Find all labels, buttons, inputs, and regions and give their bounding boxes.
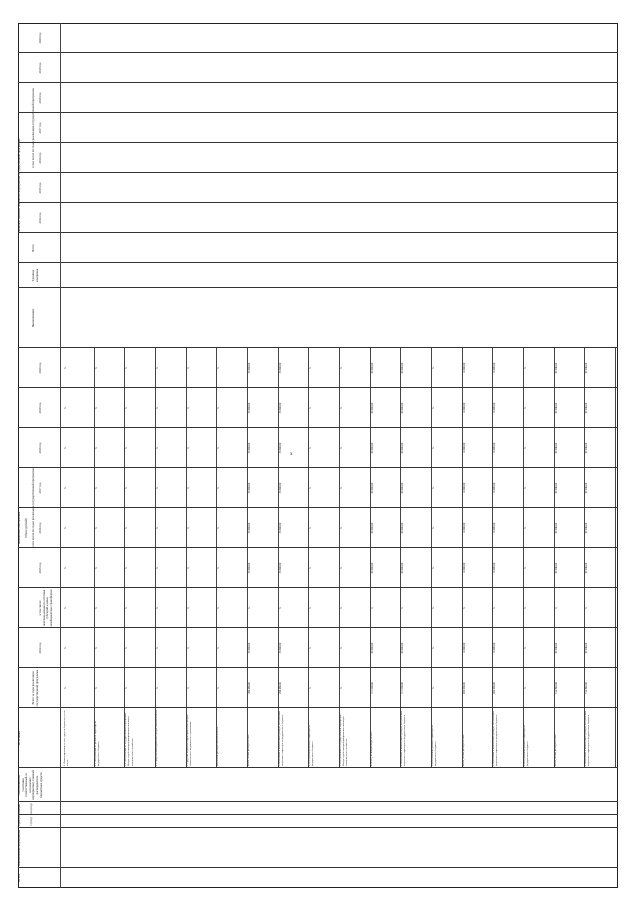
- row-year-value: X: [125, 607, 129, 609]
- row-year-value: 60 000,00: [370, 442, 374, 454]
- col-2018: 2018 год: [38, 442, 42, 454]
- row-year-value: X: [309, 647, 313, 649]
- row-year-value: X: [156, 527, 159, 529]
- row-year-value: X: [340, 407, 343, 409]
- row-total: X: [125, 687, 129, 689]
- row-total: X: [186, 687, 190, 689]
- row-year-value: X: [125, 527, 129, 529]
- row-year-value: X: [432, 607, 435, 609]
- row-year-value: X: [432, 367, 435, 369]
- col-funding-group: Финансовое обеспечение: [17, 511, 21, 545]
- row-year-value: X: [125, 407, 129, 409]
- row-year-value: X: [217, 407, 221, 409]
- row-year-value: X: [309, 367, 313, 369]
- row-source-text: 1. Финансирование за счет средств бюджетов, в том числе:: [63, 710, 70, 766]
- row-source-text: 1.3. средства внебюджетного фонда Омской области: [155, 710, 158, 766]
- col-ind-by-year: в том числе по годам реализации государственной программы: [31, 88, 35, 168]
- col-2014-treasury: в том числе неиспользованного остатков субсидий и иных межбюджетных трансфертов: [38, 589, 53, 627]
- row-total: 514 840,00: [585, 682, 589, 694]
- row-year-value: X: [309, 527, 313, 529]
- row-total: 490 000,00: [462, 682, 466, 694]
- row-year-value: 69 040,00: [554, 362, 558, 374]
- row-year-value: X: [186, 367, 190, 369]
- column-divider: [18, 287, 618, 288]
- row-source-text: Налоговые расходы Омской области: [216, 727, 220, 766]
- row-year-value: 69 040,00: [585, 482, 589, 494]
- row-year-value: 14 000,00: [462, 482, 466, 494]
- row-year-value: 14 000,00: [493, 562, 497, 574]
- row-year-value: 69 040,00: [585, 402, 589, 414]
- row-year-value: X: [186, 527, 190, 529]
- col-total: Всего за годы реализации государственной программы: [31, 669, 39, 707]
- row-source-text: 1.2. поступлений от государственной корпорации - Фонда содействия реформированию жилищно-коммунального хозяйства: [124, 711, 134, 766]
- column-divider: [18, 232, 618, 233]
- row-year-value: 14 000,00: [493, 642, 497, 654]
- header-divider: [60, 23, 61, 888]
- row-year-value: X: [186, 647, 190, 649]
- row-source-text: 2. Средства бюджетов территориальных фондов обязательного медицинского страхования: [185, 714, 192, 766]
- row-year-value: 60 000,00: [401, 402, 405, 414]
- row-year-value: X: [524, 607, 527, 609]
- row-year-value: X: [156, 567, 159, 569]
- row-year-value: 69 040,00: [554, 402, 558, 414]
- row-year-value: X: [340, 367, 343, 369]
- row-year-value: X: [524, 647, 527, 649]
- row-year-value: 14 000,00: [493, 442, 497, 454]
- row-year-value: X: [340, 527, 343, 529]
- row-year-value: X: [524, 527, 527, 529]
- row-divider: [615, 348, 616, 768]
- row-source-text: 1. Налоговых и неналоговых доходов, поступлений нецелевого характера из федерального бюджета: [400, 711, 407, 766]
- col-ind-2017: 2017 год: [38, 122, 42, 134]
- column-divider: [18, 347, 618, 348]
- row-year-value: X: [432, 447, 435, 449]
- row-year-value: X: [156, 487, 159, 489]
- column-divider: [18, 801, 618, 802]
- row-year-value: X: [64, 567, 67, 569]
- row-year-value: X: [432, 567, 435, 569]
- row-year-value: 14 000,00: [493, 482, 497, 494]
- row-year-value: 30 000,00: [248, 402, 251, 414]
- row-year-value: 30 000,00: [278, 562, 282, 574]
- col-2016: 2016 год: [38, 522, 42, 534]
- row-year-value: X: [432, 527, 435, 529]
- row-year-value: X: [156, 447, 159, 449]
- row-year-value: X: [156, 607, 159, 609]
- row-year-value: X: [217, 647, 221, 649]
- row-year-value: X: [94, 647, 98, 649]
- col-ind-2014: 2014 год: [38, 212, 42, 224]
- row-source-text: 2. Поступлений целевого характера из федерального бюджета: [308, 725, 315, 766]
- col-2019: 2019 год: [38, 402, 42, 414]
- row-year-value: 69 040,00: [585, 562, 589, 574]
- row-year-value: 60 000,00: [401, 362, 405, 374]
- row-year-value: X: [401, 607, 405, 609]
- row-source-text: 3. Поступлений от государственной корпорации - Фонда содействия реформированию жилищно-коммунального хозяйства: [339, 713, 349, 766]
- row-year-value: 30 000,00: [248, 482, 251, 494]
- col-ind-2019: 2019 год: [38, 62, 42, 74]
- row-year-value: X: [186, 567, 190, 569]
- row-year-value: X: [125, 647, 129, 649]
- row-year-value: X: [217, 527, 221, 529]
- col-indicator-name: Наименование: [31, 308, 35, 328]
- row-year-value: 30 000,00: [278, 642, 282, 654]
- row-year-value: 14 000,00: [493, 522, 497, 534]
- row-total: X: [64, 687, 67, 689]
- row-year-value: X: [493, 607, 497, 609]
- column-divider: [18, 767, 618, 768]
- row-year-value: X: [186, 407, 190, 409]
- row-year-value: X: [94, 367, 98, 369]
- col-ind-2015: 2015 год: [38, 182, 42, 194]
- col-measure-name: Наименование мероприятия: [17, 829, 21, 867]
- row-year-value: X: [64, 527, 67, 529]
- column-divider: [18, 142, 618, 143]
- row-year-value: 14 000,00: [493, 402, 497, 414]
- col-funding-volume: Объем (рублей): [24, 518, 28, 538]
- row-year-value: 60 000,00: [370, 482, 374, 494]
- row-year-value: 30 000,00: [248, 362, 251, 374]
- row-year-value: 60 000,00: [370, 642, 374, 654]
- row-year-value: 60 000,00: [370, 562, 374, 574]
- col-ind-2016: 2016 год: [38, 152, 42, 164]
- column-divider: [18, 547, 618, 548]
- column-divider: [18, 467, 618, 468]
- row-year-value: X: [94, 607, 98, 609]
- col-2020: 2020 год: [38, 362, 42, 374]
- row-year-value: 14 000,00: [462, 562, 466, 574]
- row-year-value: 30 000,00: [278, 482, 282, 494]
- row-year-value: X: [309, 407, 313, 409]
- column-divider: [18, 82, 618, 83]
- row-total: X: [94, 687, 98, 689]
- row-year-value: X: [64, 407, 67, 409]
- row-total: 266 460,00: [248, 682, 251, 694]
- col-2017: 2017 год: [38, 482, 42, 494]
- row-year-value: X: [278, 607, 282, 609]
- row-total: 490 000,00: [493, 682, 497, 694]
- row-year-value: X: [94, 527, 98, 529]
- row-year-value: 14 000,00: [462, 402, 466, 414]
- row-total: X: [340, 687, 343, 689]
- row-year-value: X: [340, 607, 343, 609]
- row-year-value: 30 000,00: [248, 442, 251, 454]
- row-total: X: [156, 687, 159, 689]
- column-divider: [18, 387, 618, 388]
- row-source-text: Всего, из них расходы за счет:: [553, 733, 557, 766]
- row-year-value: 30 000,00: [278, 402, 282, 414]
- column-divider: [18, 587, 618, 588]
- row-year-value: X: [94, 447, 98, 449]
- row-source-text: 1. Налоговых и неналоговых доходов, поступлений нецелевого характера из федерального бюджета: [492, 711, 499, 766]
- row-source-text: Всего, из них расходы за счет:: [461, 733, 465, 766]
- row-total: X: [217, 687, 221, 689]
- col-ind-total: Всего: [31, 244, 35, 252]
- row-total: X: [432, 687, 435, 689]
- row-year-value: 69 040,00: [554, 522, 558, 534]
- column-divider: [18, 667, 618, 668]
- col-ind-2020: 2020 год: [38, 32, 42, 44]
- row-year-value: 14 000,00: [462, 362, 466, 374]
- column-divider: [18, 427, 618, 428]
- row-year-value: 69 040,00: [554, 562, 558, 574]
- row-year-value: X: [309, 487, 313, 489]
- col-2014: 2014 год: [38, 642, 42, 654]
- row-year-value: 14 000,00: [462, 442, 466, 454]
- row-total: 511 000,00: [370, 682, 374, 694]
- row-source-text: 1. Налоговых и неналоговых доходов, поступлений нецелевого характера из федерального бюджета: [584, 711, 591, 766]
- row-year-value: X: [186, 607, 190, 609]
- column-divider: [18, 707, 618, 708]
- row-year-value: X: [370, 607, 374, 609]
- row-year-value: X: [64, 607, 67, 609]
- row-year-value: X: [340, 647, 343, 649]
- col-source: Источники: [17, 731, 21, 745]
- row-source-text: 4. Всего, из них расходы за счет:: [369, 731, 373, 766]
- row-year-value: X: [217, 367, 221, 369]
- row-year-value: X: [432, 407, 435, 409]
- column-divider: [18, 867, 618, 868]
- row-year-value: X: [248, 607, 251, 609]
- row-year-value: X: [340, 487, 343, 489]
- col-no: № п/п: [17, 874, 21, 882]
- row-total: 514 840,00: [554, 682, 558, 694]
- row-year-value: 30 000,00: [248, 522, 251, 534]
- rotated-table: [18, 23, 618, 888]
- col-period-group: Срок реализации: [17, 804, 21, 826]
- row-year-value: X: [64, 367, 67, 369]
- col-by-year: в том числе по годам реализации государственной программы: [31, 468, 35, 548]
- row-year-value: 60 000,00: [401, 482, 405, 494]
- row-year-value: X: [217, 567, 221, 569]
- row-source-text: 2. Поступлений целевого характера из федерального бюджета: [431, 725, 438, 766]
- row-year-value: X: [94, 567, 98, 569]
- col-period-end: по (год): [29, 803, 33, 814]
- row-year-value: X: [524, 367, 527, 369]
- row-year-value: 30 000,00: [248, 562, 251, 574]
- row-total: 511 000,00: [401, 682, 405, 694]
- row-year-value: X: [64, 487, 67, 489]
- row-year-value: X: [554, 607, 558, 609]
- row-year-value: X: [186, 487, 190, 489]
- row-year-value: 69 040,00: [585, 642, 589, 654]
- row-year-value: X: [156, 407, 159, 409]
- row-year-value: X: [309, 567, 313, 569]
- row-year-value: X: [462, 607, 466, 609]
- row-year-value: X: [340, 447, 343, 449]
- row-year-value: 30 000,00: [278, 522, 282, 534]
- row-year-value: X: [524, 407, 527, 409]
- page-mark: x: [290, 452, 293, 457]
- row-year-value: X: [125, 447, 129, 449]
- row-year-value: X: [217, 447, 221, 449]
- row-year-value: 69 040,00: [554, 642, 558, 654]
- row-year-value: X: [524, 487, 527, 489]
- col-ind-2018: 2018 год: [38, 92, 42, 104]
- column-divider: [18, 202, 618, 203]
- row-year-value: 14 000,00: [462, 642, 466, 654]
- row-year-value: X: [64, 647, 67, 649]
- row-year-value: 14 000,00: [493, 362, 497, 374]
- row-total: 266 460,00: [278, 682, 282, 694]
- row-year-value: X: [156, 647, 159, 649]
- row-year-value: X: [125, 487, 129, 489]
- row-year-value: X: [125, 567, 129, 569]
- column-divider: [18, 827, 618, 828]
- row-year-value: X: [186, 447, 190, 449]
- row-year-value: 30 000,00: [278, 442, 282, 454]
- row-year-value: X: [64, 447, 67, 449]
- row-source-text: Всего, из них расходы за счет:: [247, 733, 250, 766]
- col-period-start: с (год): [29, 817, 33, 826]
- row-total: X: [524, 687, 527, 689]
- row-year-value: X: [524, 447, 527, 449]
- row-source-text: 2. Поступлений целевого характера из федерального бюджета: [523, 725, 530, 766]
- column-divider: [18, 262, 618, 263]
- row-source-text: 1. Налоговых и неналоговых доходов, поступлений нецелевого характера из федерального бюджета: [277, 711, 284, 766]
- row-year-value: 60 000,00: [370, 522, 374, 534]
- row-year-value: X: [156, 367, 159, 369]
- row-year-value: 60 000,00: [370, 362, 374, 374]
- row-year-value: X: [432, 647, 435, 649]
- row-year-value: X: [94, 407, 98, 409]
- row-year-value: X: [340, 567, 343, 569]
- row-year-value: X: [432, 487, 435, 489]
- row-year-value: 69 040,00: [585, 442, 589, 454]
- row-source-text: 1.1. поступлений от целевого характера из федерального бюджета: [93, 720, 100, 766]
- col-2015: 2015 год: [38, 562, 42, 574]
- row-year-value: X: [309, 607, 313, 609]
- row-year-value: 60 000,00: [401, 522, 405, 534]
- row-year-value: X: [309, 447, 313, 449]
- row-year-value: X: [125, 367, 129, 369]
- col-indicators-group: Плановое значение показателя мероприятия государственной программы: [17, 138, 21, 233]
- row-total: X: [309, 687, 313, 689]
- row-year-value: 30 000,00: [278, 362, 282, 374]
- row-year-value: X: [585, 607, 589, 609]
- row-year-value: 69 040,00: [554, 442, 558, 454]
- column-divider: [18, 112, 618, 113]
- row-year-value: 60 000,00: [370, 402, 374, 414]
- row-year-value: 60 000,00: [401, 562, 405, 574]
- row-year-value: X: [217, 607, 221, 609]
- col-executor: Соисполнитель, участники (ответственный за исполнение мероприятия), главный распорядитель бюджетных средств: [17, 770, 43, 800]
- row-year-value: 69 040,00: [585, 362, 589, 374]
- row-year-value: 69 040,00: [585, 522, 589, 534]
- column-divider: [18, 627, 618, 628]
- row-year-value: 60 000,00: [401, 442, 405, 454]
- row-year-value: 30 000,00: [248, 642, 251, 654]
- column-divider: [18, 507, 618, 508]
- row-year-value: 14 000,00: [462, 522, 466, 534]
- row-year-value: X: [524, 567, 527, 569]
- row-year-value: X: [94, 487, 98, 489]
- column-divider: [18, 814, 618, 815]
- column-divider: [18, 172, 618, 173]
- column-divider: [18, 52, 618, 53]
- row-year-value: 69 040,00: [554, 482, 558, 494]
- row-year-value: 60 000,00: [401, 642, 405, 654]
- col-unit: Единица измерения: [31, 268, 39, 283]
- row-year-value: X: [217, 487, 221, 489]
